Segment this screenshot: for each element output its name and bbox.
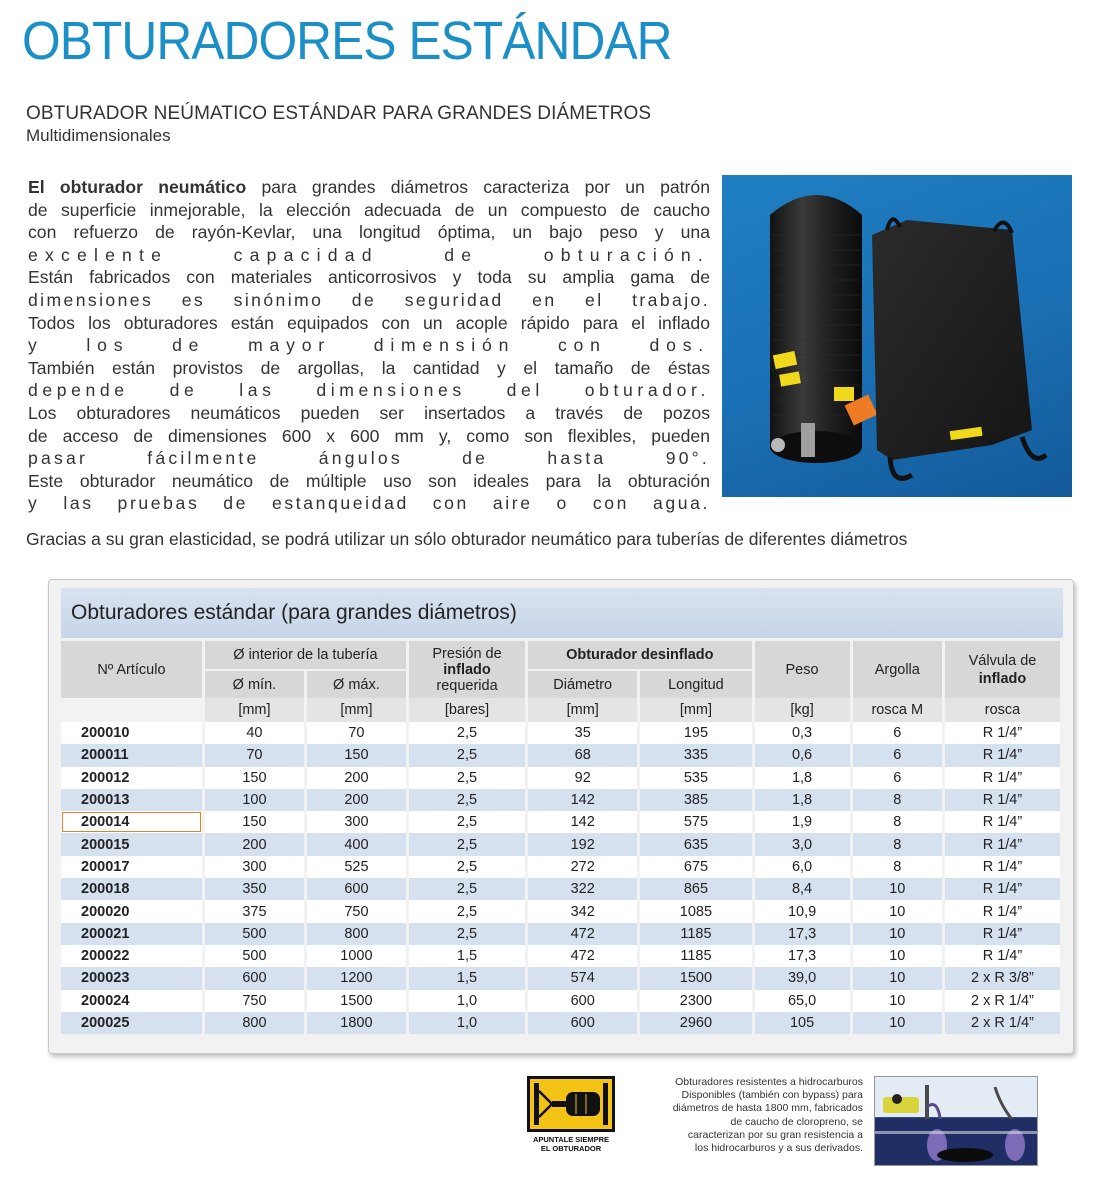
cell-d-max: 200 xyxy=(307,789,406,811)
description-line: También están provistos de argollas, la cantidad y el tamaño de éstas xyxy=(28,357,710,378)
cell-peso: 6,0 xyxy=(755,856,850,878)
note-line: Disponibles (también con bypass) para xyxy=(681,1089,863,1102)
col-header-argolla: Argolla xyxy=(853,641,942,698)
cell-articulo: 200011 xyxy=(61,744,202,766)
cell-articulo: 200010 xyxy=(61,722,202,744)
cell-articulo: 200013 xyxy=(61,789,202,811)
shoring-pictogram-icon xyxy=(530,1079,612,1129)
cell-articulo: 200023 xyxy=(61,967,202,989)
table-row xyxy=(61,856,1060,878)
cell-longitud: 195 xyxy=(640,722,751,744)
cell-articulo: 200021 xyxy=(61,923,202,945)
cell-valvula: R 1/4” xyxy=(945,744,1060,766)
unit-cell-empty xyxy=(61,698,202,722)
presion-label-2: inflado xyxy=(443,661,491,678)
unit-cell: [mm] xyxy=(205,698,304,722)
cell-presion: 2,5 xyxy=(409,878,525,900)
cell-presion: 2,5 xyxy=(409,744,525,766)
cell-d-min: 40 xyxy=(205,722,304,744)
table-row xyxy=(61,900,1060,922)
table-row xyxy=(61,945,1060,967)
col-header-presion xyxy=(409,641,525,698)
cell-presion: 2,5 xyxy=(409,722,525,744)
col-header-diametro: Diámetro xyxy=(528,671,637,698)
cell-peso: 3,0 xyxy=(755,833,850,855)
page-title: OBTURADORES ESTÁNDAR xyxy=(22,11,672,71)
cell-d-min: 70 xyxy=(205,744,304,766)
cell-d-max: 200 xyxy=(307,767,406,789)
cell-argolla: 10 xyxy=(853,900,942,922)
description-line: de acceso de dimensiones 600 x 600 mm y, como son flexibles, pueden xyxy=(28,425,710,446)
cell-peso: 17,3 xyxy=(755,945,850,967)
cell-valvula: R 1/4” xyxy=(945,833,1060,855)
table-row xyxy=(61,767,1060,789)
cell-diametro: 472 xyxy=(528,923,637,945)
product-photo xyxy=(722,175,1072,497)
cell-longitud: 2960 xyxy=(640,1012,751,1034)
cell-longitud: 1085 xyxy=(640,900,751,922)
cell-argolla: 6 xyxy=(853,767,942,789)
note-line: Obturadores resistentes a hidrocarburos xyxy=(675,1076,863,1088)
cell-peso: 0,3 xyxy=(755,722,850,744)
cell-presion: 1,5 xyxy=(409,945,525,967)
cell-peso: 10,9 xyxy=(755,900,850,922)
valvula-label-2: inflado xyxy=(978,670,1027,687)
cell-valvula: R 1/4” xyxy=(945,722,1060,744)
table-row xyxy=(61,1012,1060,1034)
description-line: dimensiones es sinónimo de seguridad en el trabajo. xyxy=(28,289,710,310)
cell-diametro: 35 xyxy=(528,722,637,744)
description-line: depende de las dimensiones del obturador. xyxy=(28,380,710,401)
unit-cell: rosca xyxy=(945,698,1060,722)
cell-d-min: 150 xyxy=(205,767,304,789)
cell-presion: 2,5 xyxy=(409,856,525,878)
cell-presion: 2,5 xyxy=(409,833,525,855)
cell-longitud: 675 xyxy=(640,856,751,878)
spec-table-header xyxy=(61,588,1063,638)
sign-caption-line: EL OBTURADOR xyxy=(540,1144,602,1153)
col-header-interior: Ø interior de la tubería xyxy=(205,641,406,671)
cell-valvula: R 1/4” xyxy=(945,878,1060,900)
cell-presion: 1,0 xyxy=(409,990,525,1012)
cell-d-min: 350 xyxy=(205,878,304,900)
description-text: para grandes diámetros caracteriza por un patrón xyxy=(246,177,710,197)
cell-presion: 2,5 xyxy=(409,900,525,922)
cell-diametro: 92 xyxy=(528,767,637,789)
cell-diametro: 192 xyxy=(528,833,637,855)
cell-valvula: 2 x R 1/4” xyxy=(945,1012,1060,1034)
cell-d-min: 600 xyxy=(205,967,304,989)
cell-presion: 2,5 xyxy=(409,811,525,833)
cell-articulo: 200024 xyxy=(61,990,202,1012)
cell-valvula: R 1/4” xyxy=(945,811,1060,833)
description-line: Están fabricados con materiales anticorrosivos y toda su amplia gama de xyxy=(28,267,710,288)
cell-diametro: 322 xyxy=(528,878,637,900)
cell-peso: 1,8 xyxy=(755,767,850,789)
cell-peso: 1,8 xyxy=(755,789,850,811)
description-line: pasar fácilmente ángulos de hasta 90°. xyxy=(28,448,710,469)
sign-caption-line: APUNTALE SIEMPRE xyxy=(532,1135,610,1144)
pipe-installation-image xyxy=(874,1076,1038,1166)
safety-sign xyxy=(527,1076,615,1164)
spec-table-card xyxy=(48,579,1074,1054)
cell-d-max: 400 xyxy=(307,833,406,855)
unit-cell: [bares] xyxy=(409,698,525,722)
table-row xyxy=(61,833,1060,855)
cell-valvula: R 1/4” xyxy=(945,789,1060,811)
table-row xyxy=(61,923,1060,945)
cell-articulo: 200015 xyxy=(61,833,202,855)
cell-presion: 2,5 xyxy=(409,789,525,811)
cell-diametro: 142 xyxy=(528,789,637,811)
cell-argolla: 8 xyxy=(853,811,942,833)
cell-longitud: 1185 xyxy=(640,945,751,967)
cell-diametro: 574 xyxy=(528,967,637,989)
col-header-max: Ø máx. xyxy=(307,671,406,698)
shoring-sign-icon xyxy=(527,1076,615,1132)
note-line: caracterizan por su gran resistencia a xyxy=(687,1128,863,1141)
col-header-min: Ø mín. xyxy=(205,671,304,698)
col-header-valvula xyxy=(945,641,1060,698)
cell-d-max: 1000 xyxy=(307,945,406,967)
cell-peso: 8,4 xyxy=(755,878,850,900)
unit-cell: [mm] xyxy=(528,698,637,722)
cell-d-max: 1500 xyxy=(307,990,406,1012)
cell-longitud: 385 xyxy=(640,789,751,811)
cell-presion: 2,5 xyxy=(409,923,525,945)
cell-longitud: 1185 xyxy=(640,923,751,945)
spec-table-body xyxy=(61,722,1060,1034)
cell-argolla: 10 xyxy=(853,967,942,989)
cell-peso: 0,6 xyxy=(755,744,850,766)
note-line: los hidrocarburos y a sus derivados. xyxy=(694,1142,863,1155)
cell-presion: 1,0 xyxy=(409,1012,525,1034)
cell-diametro: 600 xyxy=(528,1012,637,1034)
installation-illustration xyxy=(875,1077,1038,1166)
cell-argolla: 10 xyxy=(853,990,942,1012)
pneumatic-plug-image xyxy=(722,175,1072,497)
col-header-peso: Peso xyxy=(755,641,850,698)
cell-longitud: 575 xyxy=(640,811,751,833)
cell-argolla: 10 xyxy=(853,923,942,945)
table-row xyxy=(61,878,1060,900)
table-row xyxy=(61,990,1060,1012)
table-row xyxy=(61,811,1060,833)
cell-d-max: 800 xyxy=(307,923,406,945)
page-subtitle: OBTURADOR NEÚMATICO ESTÁNDAR PARA GRANDES DIÁMETROS xyxy=(26,103,652,124)
note-line: de caucho de cloropreno, se xyxy=(730,1115,863,1128)
cell-articulo: 200017 xyxy=(61,856,202,878)
cell-d-min: 500 xyxy=(205,923,304,945)
cell-longitud: 865 xyxy=(640,878,751,900)
unit-cell: rosca M xyxy=(853,698,942,722)
cell-argolla: 10 xyxy=(853,945,942,967)
description-line: con refuerzo de rayón-Kevlar, una longitud óptima, un bajo peso y una xyxy=(28,222,710,243)
description-bold-lead: El obturador neumático xyxy=(28,177,247,197)
table-row xyxy=(61,967,1060,989)
safety-sign-caption xyxy=(527,1135,615,1153)
cell-d-max: 600 xyxy=(307,878,406,900)
cell-valvula: R 1/4” xyxy=(945,767,1060,789)
cell-d-max: 150 xyxy=(307,744,406,766)
presion-label-1: Presión de xyxy=(432,645,502,662)
cell-peso: 65,0 xyxy=(755,990,850,1012)
description-line: excelente capacidad de obturación. xyxy=(28,244,710,265)
cell-diametro: 68 xyxy=(528,744,637,766)
cell-articulo: 200012 xyxy=(61,767,202,789)
cell-diametro: 342 xyxy=(528,900,637,922)
presion-label-3: requerida xyxy=(436,677,498,694)
cell-longitud: 2300 xyxy=(640,990,751,1012)
cell-d-max: 1200 xyxy=(307,967,406,989)
cell-argolla: 8 xyxy=(853,789,942,811)
elasticity-note: Gracias a su gran elasticidad, se podrá utilizar un sólo obturador neumático para tuberías de diferentes diámetros xyxy=(26,529,908,549)
unit-cell: [kg] xyxy=(755,698,850,722)
cell-argolla: 6 xyxy=(853,744,942,766)
note-line: diámetros de hasta 1800 mm, fabricados xyxy=(672,1102,863,1115)
cell-d-min: 750 xyxy=(205,990,304,1012)
cell-d-max: 525 xyxy=(307,856,406,878)
cell-diametro: 142 xyxy=(528,811,637,833)
description-line xyxy=(28,176,710,199)
cell-d-min: 375 xyxy=(205,900,304,922)
description-line: Todos los obturadores están equipados con un acople rápido para el inflado xyxy=(28,312,710,333)
cell-valvula: 2 x R 1/4” xyxy=(945,990,1060,1012)
cell-d-max: 1800 xyxy=(307,1012,406,1034)
cell-longitud: 335 xyxy=(640,744,751,766)
cell-peso: 17,3 xyxy=(755,923,850,945)
hydrocarbon-note xyxy=(630,1076,863,1155)
cell-valvula: R 1/4” xyxy=(945,923,1060,945)
col-header-articulo: Nº Artículo xyxy=(61,641,202,698)
cell-argolla: 10 xyxy=(853,878,942,900)
cell-articulo: 200020 xyxy=(61,900,202,922)
cell-d-min: 800 xyxy=(205,1012,304,1034)
cell-d-min: 100 xyxy=(205,789,304,811)
cell-valvula: R 1/4” xyxy=(945,945,1060,967)
cell-d-min: 500 xyxy=(205,945,304,967)
cell-valvula: R 1/4” xyxy=(945,856,1060,878)
valvula-label-1: Válvula de xyxy=(968,652,1037,669)
cell-longitud: 1500 xyxy=(640,967,751,989)
spec-table-title: Obturadores estándar (para grandes diámetros) xyxy=(71,601,517,624)
cell-d-min: 150 xyxy=(205,811,304,833)
cell-longitud: 535 xyxy=(640,767,751,789)
cell-articulo: 200014 xyxy=(61,811,202,833)
cell-peso: 1,9 xyxy=(755,811,850,833)
cell-presion: 2,5 xyxy=(409,767,525,789)
product-description xyxy=(28,176,710,515)
description-line: Este obturador neumático de múltiple uso son ideales para la obturación xyxy=(28,470,710,491)
table-row xyxy=(61,722,1060,744)
description-line: y los de mayor dimensión con dos. xyxy=(28,335,710,356)
unit-cell: [mm] xyxy=(307,698,406,722)
table-row xyxy=(61,744,1060,766)
cell-argolla: 8 xyxy=(853,833,942,855)
description-line: y las pruebas de estanqueidad con aire o con agua. xyxy=(28,493,710,514)
cell-valvula: 2 x R 3/8” xyxy=(945,967,1060,989)
cell-argolla: 8 xyxy=(853,856,942,878)
cell-presion: 1,5 xyxy=(409,967,525,989)
cell-d-max: 300 xyxy=(307,811,406,833)
cell-d-max: 750 xyxy=(307,900,406,922)
cell-d-max: 70 xyxy=(307,722,406,744)
cell-argolla: 6 xyxy=(853,722,942,744)
spec-table xyxy=(58,641,1063,1034)
cell-valvula: R 1/4” xyxy=(945,900,1060,922)
cell-peso: 105 xyxy=(755,1012,850,1034)
table-row xyxy=(61,789,1060,811)
col-header-longitud: Longitud xyxy=(640,671,751,698)
cell-articulo: 200018 xyxy=(61,878,202,900)
cell-longitud: 635 xyxy=(640,833,751,855)
cell-d-min: 300 xyxy=(205,856,304,878)
unit-cell: [mm] xyxy=(640,698,751,722)
cell-diametro: 272 xyxy=(528,856,637,878)
cell-peso: 39,0 xyxy=(755,967,850,989)
page-subtitle-secondary: Multidimensionales xyxy=(26,126,171,145)
description-line: de superficie inmejorable, la elección adecuada de un compuesto de caucho xyxy=(28,199,710,220)
description-line: Los obturadores neumáticos pueden ser insertados a través de pozos xyxy=(28,402,710,423)
cell-diametro: 600 xyxy=(528,990,637,1012)
cell-articulo: 200022 xyxy=(61,945,202,967)
cell-articulo: 200025 xyxy=(61,1012,202,1034)
cell-diametro: 472 xyxy=(528,945,637,967)
cell-argolla: 10 xyxy=(853,1012,942,1034)
cell-d-min: 200 xyxy=(205,833,304,855)
col-header-desinflado: Obturador desinflado xyxy=(528,641,751,671)
